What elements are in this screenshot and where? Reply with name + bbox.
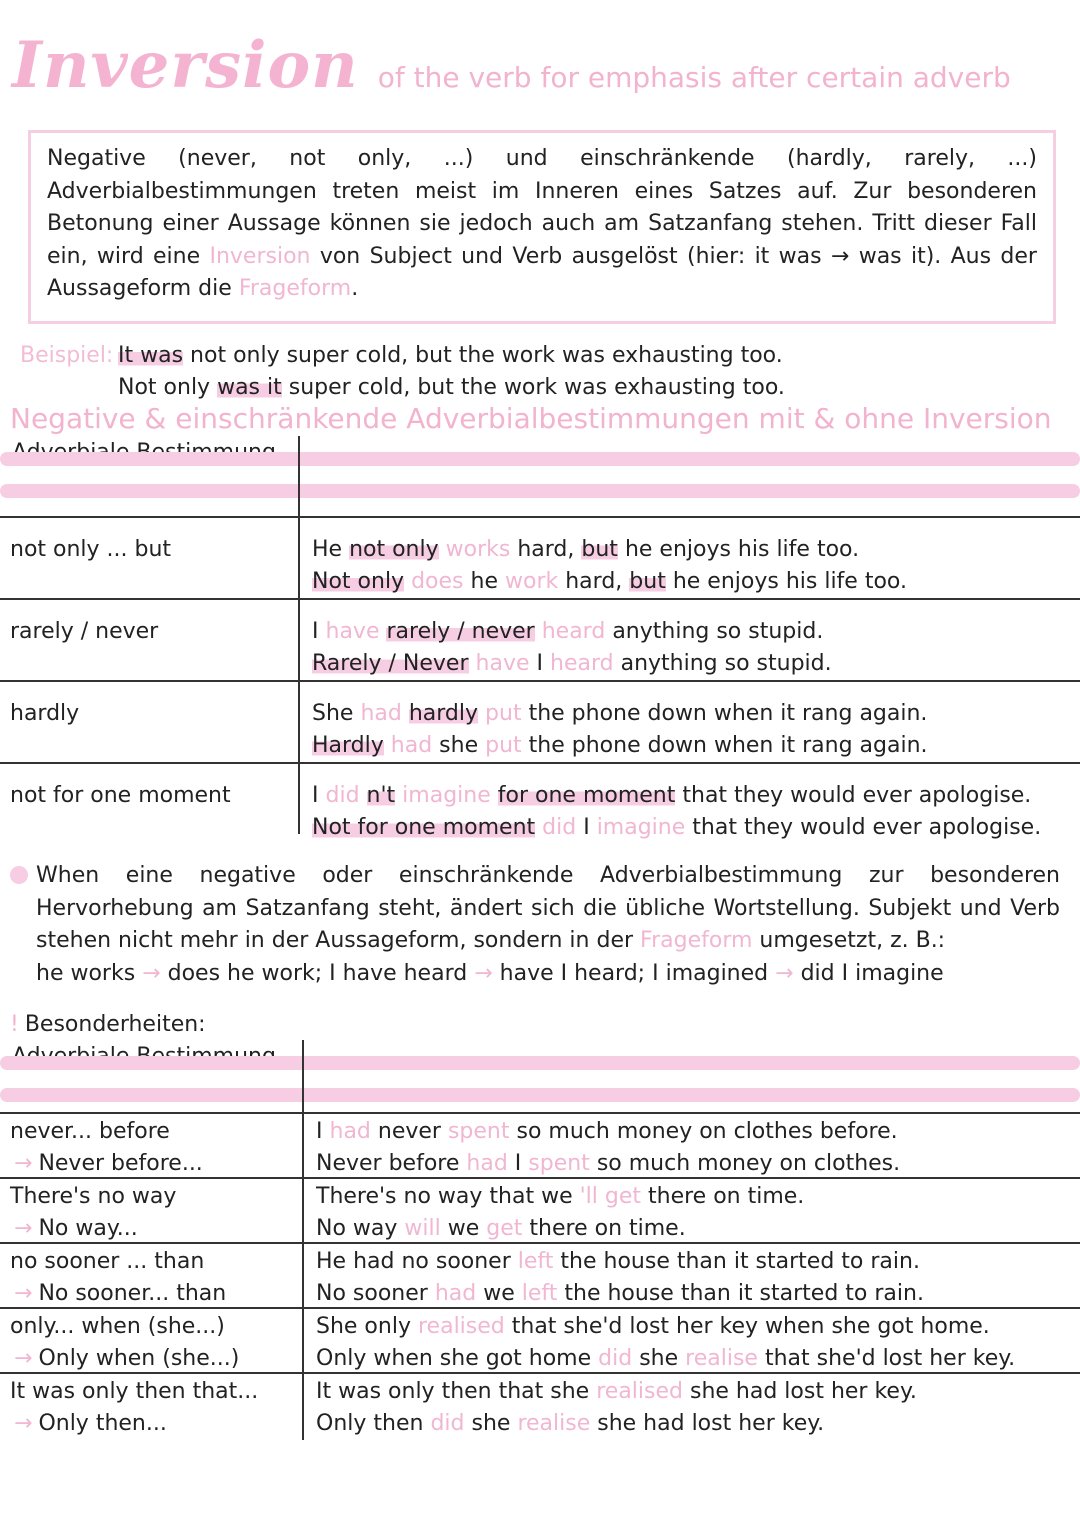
sentence-word: not only (349, 537, 439, 562)
adverb-inverted (10, 1343, 239, 1375)
adverb-cell (10, 1116, 203, 1180)
sentence-cell (312, 698, 928, 762)
row-divider (0, 762, 1080, 764)
sentence-inverted (312, 566, 907, 598)
sentence-word: will (404, 1216, 441, 1241)
intro-part2: von Subject und Verb ausgelöst (hier: it was → was it). Aus der Aussageform die (47, 243, 1037, 301)
adverb-inverted-label: No way... (38, 1216, 138, 1241)
sentence-inverted (316, 1343, 1015, 1375)
sentence-word: imagine (402, 783, 491, 808)
sentence-word: imagine (596, 815, 686, 840)
note-text (36, 860, 1060, 990)
sentence-word: I (312, 619, 319, 644)
sentence-word: realise (685, 1346, 758, 1371)
example-part-a: Not only (118, 375, 211, 400)
note-example-1b: does he work; (167, 960, 323, 986)
note-example-2a: I have heard (329, 960, 468, 986)
example-line-2 (20, 372, 785, 404)
sentence-word: left (517, 1249, 554, 1274)
sentence-word: I (514, 1151, 522, 1176)
adverb-cell (10, 616, 158, 648)
sentence-word: works (445, 537, 511, 562)
sentence-cell (312, 616, 832, 680)
arrow-icon: → (474, 960, 493, 986)
sentence-word: put (485, 701, 522, 726)
header-highlight-bar (0, 1056, 1080, 1070)
sentence-normal (316, 1181, 804, 1213)
arrow-icon: → (14, 1151, 33, 1176)
sentence-cell (312, 534, 907, 598)
adverb-cell (10, 698, 79, 730)
sentence-cell (312, 780, 1041, 844)
arrow-icon: → (775, 960, 794, 986)
sentence-word: he enjoys his life too. (624, 537, 860, 562)
sentence-word: did (542, 815, 577, 840)
row-divider (0, 1112, 1080, 1114)
sentence-word: she had lost her key. (689, 1379, 917, 1404)
intro-inversion-term: Inversion (209, 243, 311, 269)
adverbial-table-2 (0, 1040, 1080, 1450)
adverb-cell (10, 1246, 226, 1310)
sentence-word: had (360, 701, 402, 726)
example-rest-1: not only super cold, but the work was exhausting too. (190, 343, 783, 368)
arrow-icon: → (14, 1346, 33, 1371)
column-divider (298, 436, 300, 834)
intro-end: . (351, 276, 359, 301)
sentence-word: but (581, 537, 618, 562)
row-divider (0, 1307, 1080, 1309)
sentence-word: hardly (408, 701, 479, 726)
example-block (20, 340, 785, 404)
title-subtitle: of the verb for emphasis after certain adverb (377, 61, 1011, 94)
sentence-cell (316, 1376, 917, 1440)
page-title (12, 28, 1011, 118)
title-word: Inversion (12, 28, 359, 103)
sentence-inverted (312, 730, 928, 762)
sentence-word: we (447, 1216, 480, 1241)
sentence-word: Rarely / Never (312, 651, 469, 676)
sentence-word: she (639, 1346, 679, 1371)
sentence-word: He had no sooner (316, 1249, 511, 1274)
note-example-3b: did I imagine (800, 960, 944, 986)
sentence-word: I (583, 815, 590, 840)
intro-box (28, 130, 1056, 324)
sentence-normal (316, 1376, 917, 1408)
sentence-word: did (598, 1346, 633, 1371)
sentence-word: There's no way that we (316, 1184, 573, 1209)
sentence-word: that she'd lost her key when she got home. (511, 1314, 990, 1339)
row-divider (0, 598, 1080, 600)
sentence-inverted (316, 1408, 917, 1440)
adverb-label: no sooner ... than (10, 1249, 205, 1274)
sentence-word: heard (541, 619, 606, 644)
row-divider (0, 1242, 1080, 1244)
sentence-word: never (377, 1119, 441, 1144)
note-example-1a: he works (36, 960, 136, 986)
sentence-word: anything so stupid. (620, 651, 832, 676)
adverb-label: not only ... but (10, 537, 172, 562)
sentence-cell (316, 1311, 1015, 1375)
intro-frageform-term: Frageform (238, 276, 352, 301)
bullet-dot-icon (10, 866, 28, 884)
adverb-cell (10, 1181, 176, 1245)
adverb-inverted-label: No sooner... than (38, 1281, 227, 1306)
note-frageform-term: Frageform (640, 928, 753, 953)
sentence-word: Not only (312, 569, 405, 594)
sentence-word: spent (447, 1119, 510, 1144)
sentence-inverted (316, 1148, 900, 1180)
adverb-inverted (10, 1408, 258, 1440)
note-part2: umgesetzt, z. B.: (759, 928, 946, 953)
besonderheiten-text: Besonderheiten: (24, 1012, 206, 1037)
sentence-word: does (411, 569, 464, 594)
adverb-inverted (10, 1213, 176, 1245)
adverb-label: only... when (she...) (10, 1314, 225, 1339)
sentence-word: realised (417, 1314, 505, 1339)
adverb-cell (10, 1311, 239, 1375)
intro-text (47, 143, 1037, 306)
sentence-inverted (312, 648, 832, 680)
row-divider (0, 680, 1080, 682)
header-highlight-bar (0, 1088, 1080, 1102)
sentence-normal (312, 780, 1041, 812)
example-highlight-1: It was (118, 343, 184, 368)
sentence-word: the phone down when it rang again. (528, 701, 928, 726)
sentence-word: that she'd lost her key. (764, 1346, 1016, 1371)
sentence-word: Never before (316, 1151, 460, 1176)
sentence-word: heard (550, 651, 614, 676)
sentence-word: he (470, 569, 498, 594)
adverb-label: hardly (10, 701, 80, 726)
row-divider (0, 1177, 1080, 1179)
section-title: Negative & einschränkende Adverbialbestimmungen mit & ohne Inversion (10, 402, 1052, 435)
sentence-word: left (521, 1281, 558, 1306)
sentence-word: I (312, 783, 319, 808)
adverb-label: rarely / never (10, 619, 159, 644)
sentence-word: realise (517, 1411, 591, 1436)
sentence-word: spent (528, 1151, 590, 1176)
sentence-word: No sooner (316, 1281, 428, 1306)
header-highlight-bar (0, 484, 1080, 498)
arrow-icon: → (142, 960, 161, 986)
sentence-word: get (486, 1216, 523, 1241)
sentence-inverted (316, 1213, 804, 1245)
sentence-word: Only then (316, 1411, 424, 1436)
sentence-word: It was only then that she (316, 1379, 590, 1404)
sentence-normal (312, 534, 907, 566)
sentence-cell (316, 1246, 924, 1310)
example-label: Beispiel: (20, 343, 114, 368)
exclamation-icon: ! (10, 1012, 19, 1037)
sentence-cell (316, 1181, 804, 1245)
sentence-word: rarely / never (386, 619, 535, 644)
example-line-1 (20, 340, 785, 372)
adverb-label: There's no way (10, 1184, 177, 1209)
sentence-word: hard, (517, 537, 575, 562)
sentence-word: the house than it started to rain. (560, 1249, 920, 1274)
example-highlight-2: was it (217, 375, 282, 400)
sentence-word: 'll get (579, 1184, 642, 1209)
sentence-word: so much money on clothes. (596, 1151, 901, 1176)
sentence-word: hard, (565, 569, 623, 594)
sentence-word: I (316, 1119, 323, 1144)
arrow-icon: → (14, 1411, 33, 1436)
adverb-inverted-label: Only then... (38, 1411, 167, 1436)
sentence-word: the phone down when it rang again. (528, 733, 928, 758)
sentence-word: she had lost her key. (597, 1411, 825, 1436)
sentence-word: had (390, 733, 433, 758)
sentence-inverted (312, 812, 1041, 844)
adverbial-table-1 (0, 436, 1080, 840)
note-block (10, 860, 1060, 990)
note-part1: When eine negative oder einschränkende Adverbialbestimmung zur besonderen Hervorhebung am Satzanfang steht, ändert sich die übliche Wortstellung. Subjekt und Verb stehen nicht mehr in der Aussageform, sondern in der (36, 863, 1060, 953)
sentence-word: that they would ever apologise. (682, 783, 1032, 808)
sentence-word: have (475, 651, 530, 676)
sentence-word: did (430, 1411, 465, 1436)
sentence-normal (316, 1116, 900, 1148)
sentence-word: we (483, 1281, 515, 1306)
adverb-cell (10, 1376, 258, 1440)
sentence-word: for one moment (497, 783, 676, 808)
sentence-word: I (536, 651, 543, 676)
sentence-word: she (439, 733, 479, 758)
adverb-cell (10, 534, 171, 566)
besonderheiten-label (10, 1012, 206, 1037)
sentence-normal (312, 616, 832, 648)
sentence-word: She only (316, 1314, 411, 1339)
sentence-word: there on time. (529, 1216, 686, 1241)
sentence-word: anything so stupid. (612, 619, 824, 644)
column-divider (302, 1040, 304, 1440)
sentence-word: realised (596, 1379, 683, 1404)
row-divider (0, 516, 1080, 518)
sentence-word: she (471, 1411, 511, 1436)
arrow-icon: → (14, 1216, 33, 1241)
adverb-inverted (10, 1278, 226, 1310)
adverb-inverted-label: Only when (she...) (38, 1346, 240, 1371)
sentence-normal (316, 1311, 1015, 1343)
adverb-label: never... before (10, 1119, 170, 1144)
header-highlight-bar (0, 452, 1080, 466)
adverb-inverted (10, 1148, 203, 1180)
sentence-word: Not for one moment (312, 815, 536, 840)
arrow-icon: → (14, 1281, 33, 1306)
intro-part1: Negative (never, not only, ...) und einschränkende (hardly, rarely, ...) Adverbialbestimmungen treten meist im Inneren eines Satzes auf. Zur besonderen Betonung einer Aussage können sie jedoch auch am Satzanfang stehen. Tritt dieser Fall ein, wird eine (47, 146, 1037, 269)
note-example-2b: have I heard; (499, 960, 646, 986)
sentence-word: n't (366, 783, 396, 808)
note-example-3a: I imagined (652, 960, 769, 986)
sentence-word: did (325, 783, 360, 808)
sentence-word: that they would ever apologise. (692, 815, 1042, 840)
sentence-word: had (434, 1281, 477, 1306)
sentence-word: No way (316, 1216, 398, 1241)
sentence-word: had (466, 1151, 508, 1176)
sentence-word: He (312, 537, 343, 562)
sentence-word: Hardly (312, 733, 384, 758)
sentence-normal (316, 1246, 924, 1278)
sentence-word: work (504, 569, 559, 594)
sentence-inverted (316, 1278, 924, 1310)
sentence-word: have (325, 619, 380, 644)
adverb-label: not for one moment (10, 783, 231, 808)
row-divider (0, 1372, 1080, 1374)
sentence-word: She (312, 701, 354, 726)
sentence-word: Only when she got home (316, 1346, 592, 1371)
sentence-normal (312, 698, 928, 730)
sentence-word: had (329, 1119, 371, 1144)
sentence-word: he enjoys his life too. (672, 569, 907, 594)
adverb-inverted-label: Never before... (38, 1151, 203, 1176)
sentence-word: the house than it started to rain. (564, 1281, 924, 1306)
sentence-cell (316, 1116, 900, 1180)
sentence-word: so much money on clothes before. (516, 1119, 898, 1144)
sentence-word: but (629, 569, 666, 594)
adverb-cell (10, 780, 231, 812)
example-part-b: super cold, but the work was exhausting too. (288, 375, 785, 400)
sentence-word: put (485, 733, 522, 758)
sentence-word: there on time. (648, 1184, 805, 1209)
adverb-label: It was only then that... (10, 1379, 259, 1404)
